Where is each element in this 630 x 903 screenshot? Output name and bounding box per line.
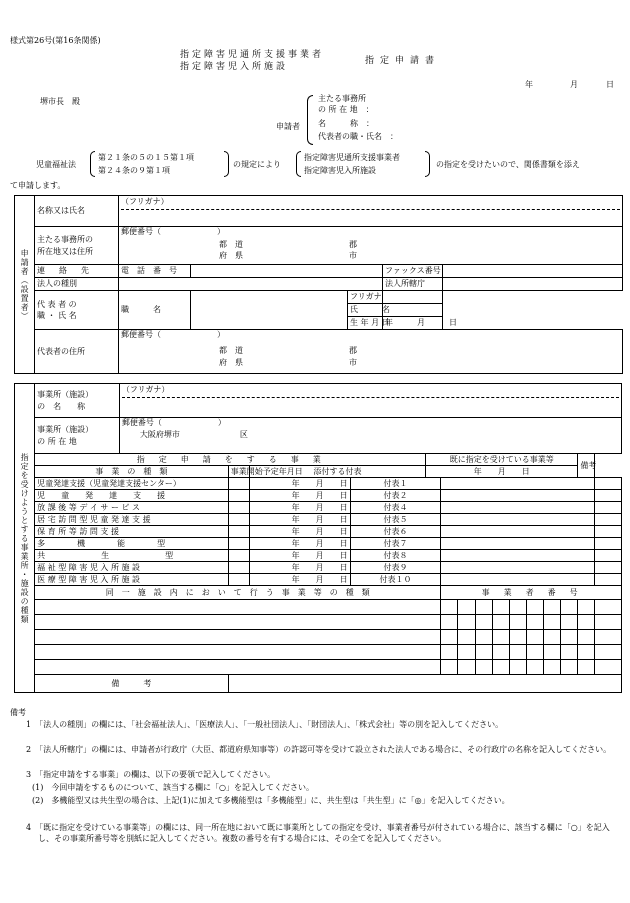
service-date: 年 月 日 — [249, 526, 350, 538]
note-4: 4 「既に指定を受けている事業等」の欄には、同一所在地において既に事業所としての指定を受け、事業者番号が付されている場合に、該当する欄に「○」を記入し、その事業所番号等を別紙に記入してください。複数の番号を有する場合には、その全てを記入してください。 — [26, 823, 610, 844]
contact-label: 連 絡 先 — [35, 265, 119, 278]
already-cell[interactable] — [441, 514, 595, 526]
bn-digit[interactable] — [544, 645, 561, 660]
bn-digit[interactable] — [492, 645, 509, 660]
rep-address-cell[interactable] — [119, 330, 623, 374]
bn-digit[interactable] — [578, 630, 595, 645]
col-type: 事 業 の 種 類 — [35, 466, 229, 478]
service-date: 年 月 日 — [249, 490, 350, 502]
postal-code: 郵便番号（ ） — [121, 227, 225, 236]
already-cell[interactable] — [441, 490, 595, 502]
applicant-brace — [307, 95, 313, 145]
bn-digit[interactable] — [509, 660, 526, 675]
service-type: 医 療 型 障 害 児 入 所 施 設 — [35, 574, 229, 586]
note-3-1: (1) 今回申請をするものについて、該当する欄に「○」を記入してください。 — [32, 783, 314, 792]
date-year: 年 — [525, 80, 533, 89]
applicant-field-1: 主たる事務所 — [318, 94, 366, 103]
applicant-label: 申請者 — [276, 122, 300, 131]
bn-digit[interactable] — [441, 645, 458, 660]
already-cell[interactable] — [441, 538, 595, 550]
note-3-2: (2) 多機能型又は共生型の場合は、上記(1)に加えて多機能型は「多機能型」に、共生型は「共生型」に「◎」を記入してください。 — [32, 796, 510, 805]
applicant-side-label: 申請者（設置者） — [15, 196, 35, 374]
corp-type-value[interactable] — [119, 278, 383, 291]
bn-digit[interactable] — [458, 660, 475, 675]
bn-digit[interactable] — [441, 600, 458, 615]
bottom-remarks-label: 備 考 — [35, 675, 229, 693]
service-check[interactable] — [228, 526, 249, 538]
remarks-cell[interactable] — [595, 574, 622, 586]
law-brace-right — [224, 151, 229, 177]
service-type: 放 課 後 等 デ イ サ ー ビ ス — [35, 502, 229, 514]
service-check[interactable] — [228, 538, 249, 550]
service-date: 年 月 日 — [249, 502, 350, 514]
office-address-cell[interactable] — [119, 227, 623, 265]
law-line-2: て申請します。 — [10, 181, 66, 190]
name-label: 名称又は氏名 — [35, 196, 119, 227]
bn-digit[interactable] — [475, 600, 492, 615]
service-attach: 付表１ — [350, 478, 441, 490]
bn-digit[interactable] — [492, 615, 509, 630]
facility-name-label-2: の 名 称 — [37, 401, 86, 411]
facility-name-cell[interactable] — [119, 384, 621, 418]
service-attach: 付表９ — [350, 562, 441, 574]
title-line-2: 指定障害児入所施設 — [180, 62, 289, 72]
rep-shi-label: 市 — [349, 358, 357, 367]
bn-digit[interactable] — [561, 660, 578, 675]
fax-value[interactable] — [443, 265, 623, 278]
bn-digit[interactable] — [475, 630, 492, 645]
service-date: 年 月 日 — [249, 478, 350, 490]
remarks-header: 備考 — [578, 454, 595, 478]
service-date: 年 月 日 — [249, 538, 350, 550]
bn-digit[interactable] — [509, 615, 526, 630]
law-suffix: の指定を受けたいので、関係書類を添え — [436, 160, 580, 169]
remarks-cell[interactable] — [595, 562, 622, 574]
bn-digit[interactable] — [492, 660, 509, 675]
bn-digit[interactable] — [526, 630, 543, 645]
service-check[interactable] — [228, 478, 249, 490]
col-attach: 添付する付表 — [249, 466, 425, 478]
service-attach: 付表１０ — [350, 574, 441, 586]
service-attach: 付表６ — [350, 526, 441, 538]
law-prefix: 児童福祉法 — [36, 160, 76, 169]
service-type: 居 宅 訪 問 型 児 童 発 達 支 援 — [35, 514, 229, 526]
office-label-1: 主たる事務所の — [37, 235, 93, 245]
apply-header: 指 定 申 請 を す る 事 業 — [35, 454, 426, 466]
service-date: 年 月 日 — [249, 550, 350, 562]
bn-digit[interactable] — [561, 615, 578, 630]
bn-digit[interactable] — [578, 660, 595, 675]
date-day: 日 — [606, 80, 614, 89]
target-item-2: 指定障害児入所施設 — [304, 166, 376, 175]
remarks-cell[interactable] — [595, 538, 622, 550]
applicant-table — [14, 195, 623, 374]
already-cell[interactable] — [441, 562, 595, 574]
already-cell[interactable] — [441, 526, 595, 538]
target-brace-right — [425, 151, 430, 177]
bottom-remarks-cell[interactable] — [228, 675, 621, 693]
rep-to-label: 都 道 — [219, 346, 243, 355]
applicant-field-4: 代表者の職・氏名 ： — [318, 132, 398, 141]
bn-digit[interactable] — [509, 630, 526, 645]
law-item-2: 第２４条の９第１項 — [98, 166, 170, 175]
facility-postal: 郵便番号（ ） — [121, 418, 226, 427]
service-check[interactable] — [228, 514, 249, 526]
bn-digit[interactable] — [458, 630, 475, 645]
rep-postal-code: 郵便番号（ ） — [121, 330, 225, 339]
bn-digit[interactable] — [578, 615, 595, 630]
service-attach: 付表７ — [350, 538, 441, 550]
bn-digit[interactable] — [526, 615, 543, 630]
bn-digit[interactable] — [526, 600, 543, 615]
remarks-cell[interactable] — [595, 502, 622, 514]
rep-fu-label: 府 県 — [219, 358, 243, 367]
rep-furigana-value[interactable] — [383, 291, 443, 304]
rep-name-value[interactable] — [383, 304, 443, 317]
rep-addr-label: 代表者の住所 — [35, 330, 119, 374]
notes-heading: 備考 — [10, 708, 26, 717]
bn-digit[interactable] — [441, 630, 458, 645]
service-check[interactable] — [228, 574, 249, 586]
service-type: 多 機 能 型 — [35, 538, 229, 550]
remarks-cell[interactable] — [595, 514, 622, 526]
same-facility-cell[interactable] — [35, 660, 441, 675]
service-attach: 付表４ — [350, 502, 441, 514]
col-date: 年 月 日 — [426, 466, 578, 478]
post-value[interactable] — [191, 291, 348, 330]
service-check[interactable] — [228, 502, 249, 514]
tel-value[interactable] — [191, 265, 383, 278]
tel-label: 電 話 番 号 — [119, 265, 191, 278]
service-check[interactable] — [228, 550, 249, 562]
service-check[interactable] — [228, 490, 249, 502]
bn-digit[interactable] — [544, 660, 561, 675]
corp-type-label: 法人の種別 — [35, 278, 119, 291]
to-label: 都 道 — [219, 240, 243, 249]
form-number: 様式第26号(第16条関係) — [10, 36, 101, 45]
facility-name-label-1: 事業所（施設） — [37, 390, 94, 400]
facility-furigana: （フリガナ） — [121, 385, 170, 394]
law-middle: の規定により — [233, 160, 281, 169]
business-no-header: 事 業 者 番 号 — [441, 586, 622, 600]
title-line-1: 指定障害児通所支援事業者 — [180, 50, 325, 60]
bn-digit[interactable] — [509, 600, 526, 615]
service-attach: 付表８ — [350, 550, 441, 562]
service-date: 年 月 日 — [249, 574, 350, 586]
col-start: 事業開始予定年月日 — [228, 466, 249, 478]
fu-label: 府 県 — [219, 251, 243, 260]
post-label: 職 名 — [119, 291, 191, 330]
law-item-1: 第２１条の５の１５第１項 — [98, 153, 194, 162]
bn-digit[interactable] — [458, 645, 475, 660]
facility-side-label: 指定を受けようとする事業所・施設の種類 — [15, 384, 35, 693]
date-month: 月 — [570, 80, 578, 89]
already-cell[interactable] — [441, 478, 595, 490]
service-type: 保 育 所 等 訪 問 支 援 — [35, 526, 229, 538]
service-type: 児童発達支援（児童発達支援センター） — [35, 478, 229, 490]
bn-digit[interactable] — [561, 600, 578, 615]
same-facility-header: 同 一 施 設 内 に お い て 行 う 事 業 等 の 種 類 — [35, 586, 441, 600]
remarks-cell[interactable] — [595, 490, 622, 502]
name-cell[interactable] — [119, 196, 623, 227]
service-type: 児 童 発 達 支 援 — [35, 490, 229, 502]
rep-label-2: 職 ・ 氏 名 — [37, 311, 77, 320]
target-brace-left — [296, 151, 301, 177]
bn-digit[interactable] — [475, 615, 492, 630]
office-label-2: 所在地又は住所 — [37, 246, 93, 256]
furigana-label: （フリガナ） — [121, 197, 169, 206]
same-facility-cell[interactable] — [35, 615, 441, 630]
corp-office-value[interactable] — [443, 278, 623, 291]
facility-loc-label-2: の 所 在 地 — [37, 436, 77, 446]
service-date: 年 月 日 — [249, 562, 350, 574]
title-suffix: 指定申請書 — [365, 56, 441, 66]
bn-digit[interactable] — [595, 615, 622, 630]
addressee: 堺市長 殿 — [40, 97, 80, 106]
law-brace-left — [90, 151, 95, 177]
bn-digit[interactable] — [509, 645, 526, 660]
rep-gun-label: 郡 — [349, 346, 357, 355]
note-1: 1 「法人の種別」の欄には、「社会福祉法人」、「医療法人」、「一般社団法人」、「財団法人」、「株式会社」等の別を記入してください。 — [26, 720, 504, 729]
bn-digit[interactable] — [561, 630, 578, 645]
bn-digit[interactable] — [526, 645, 543, 660]
bn-digit[interactable] — [526, 660, 543, 675]
facility-ward: 区 — [239, 430, 248, 439]
same-facility-cell[interactable] — [35, 600, 441, 615]
note-2: 2 「法人所轄庁」の欄には、申請者が行政庁（大臣、都道府県知事等）の許認可等を受けて設立された法人である場合に、その行政庁の名称を記入してください。 — [26, 745, 612, 754]
bn-digit[interactable] — [544, 600, 561, 615]
target-item-1: 指定障害児通所支援事業者 — [304, 153, 400, 162]
bn-digit[interactable] — [441, 660, 458, 675]
bn-digit[interactable] — [544, 630, 561, 645]
already-header: 既に指定を受けている事業等 — [426, 454, 578, 466]
facility-city: 大阪府堺市 — [139, 430, 180, 439]
facility-table — [14, 383, 622, 693]
already-cell[interactable] — [441, 502, 595, 514]
same-facility-cell[interactable] — [35, 630, 441, 645]
service-type: 共 生 型 — [35, 550, 229, 562]
already-cell[interactable] — [441, 550, 595, 562]
bn-digit[interactable] — [578, 600, 595, 615]
bn-digit[interactable] — [475, 660, 492, 675]
service-date: 年 月 日 — [249, 514, 350, 526]
facility-loc-cell[interactable] — [119, 418, 621, 454]
bn-digit[interactable] — [458, 615, 475, 630]
same-facility-cell[interactable] — [35, 645, 441, 660]
bn-digit[interactable] — [595, 600, 622, 615]
furigana2-label: フリガナ — [348, 291, 383, 304]
bn-digit[interactable] — [561, 645, 578, 660]
applicant-field-3: 名 称 ： — [318, 119, 374, 128]
remarks-cell[interactable] — [595, 478, 622, 490]
applicant-field-2: の 所 在 地 ： — [318, 105, 374, 114]
service-attach: 付表５ — [350, 514, 441, 526]
rep-label-1: 代 表 者 の — [37, 299, 77, 309]
bn-digit[interactable] — [544, 615, 561, 630]
remarks-cell[interactable] — [595, 550, 622, 562]
bn-digit[interactable] — [458, 600, 475, 615]
gun-label: 郡 — [349, 240, 357, 249]
note-3: 3 「指定申請をする事業」の欄は、以下の要領で記入してください。 — [26, 770, 276, 779]
bn-digit[interactable] — [475, 645, 492, 660]
bn-digit[interactable] — [595, 660, 622, 675]
birth-label: 生 年 月 日 — [348, 317, 383, 330]
already-cell[interactable] — [441, 574, 595, 586]
remarks-cell[interactable] — [595, 526, 622, 538]
bn-digit[interactable] — [492, 630, 509, 645]
facility-loc-label-1: 事業所（施設） — [37, 425, 94, 435]
bn-digit[interactable] — [595, 630, 622, 645]
bn-digit[interactable] — [595, 645, 622, 660]
service-check[interactable] — [228, 562, 249, 574]
shi-label: 市 — [349, 251, 357, 260]
birth-value[interactable]: 年 月 日 — [383, 317, 443, 330]
bn-digit[interactable] — [578, 645, 595, 660]
corp-office-label: 法人所轄庁 — [383, 278, 443, 291]
bn-digit[interactable] — [441, 615, 458, 630]
bn-digit[interactable] — [492, 600, 509, 615]
fax-label: ファックス番号 — [383, 265, 443, 278]
service-attach: 付表２ — [350, 490, 441, 502]
service-type: 福 祉 型 障 害 児 入 所 施 設 — [35, 562, 229, 574]
rep-name-label: 氏 名 — [348, 304, 383, 317]
